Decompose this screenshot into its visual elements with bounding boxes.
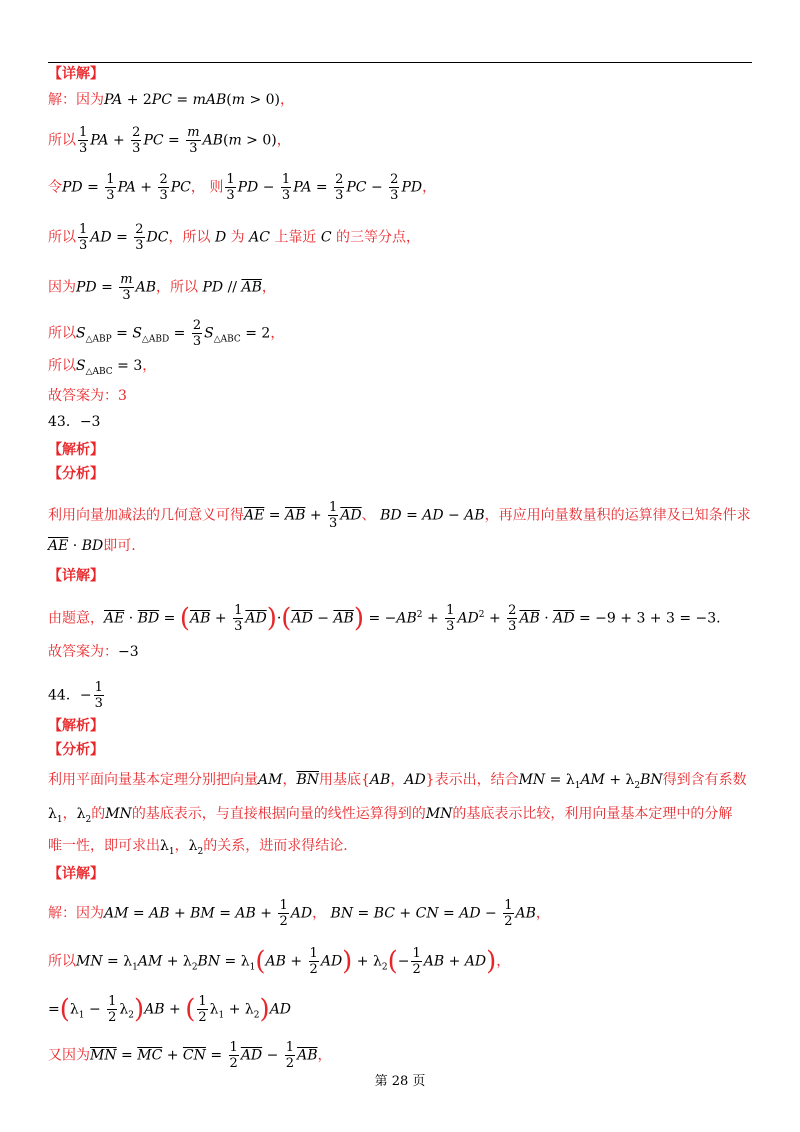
solution-line-6: 所以$S_{\triangle ABP} = S_{\triangle ABD}$ = $\frac{2}{3}$ $S_{\triangle ABC} = 2$， [48,318,285,349]
answer-43: 故答案为：−3 [48,644,139,660]
analysis-43-line-2: $\overline{AE}$ · BD即可. [48,538,136,554]
analyze-tag-44: 【分析】 [48,742,104,758]
detail-44-line-4: 又因为$\overline{MN} = \overline{MC} + \overline{CN}$ = $\frac{1}{2}$ $\overline{AD}$ − $\frac{1}{2}$ $\overline{AB}$， [48,1040,332,1071]
question-43-number: 43．−3 [48,414,101,430]
solution-line-1: 解：因为PA + 2PC = mAB(m > 0)， [48,92,295,108]
detail-44-line-2: 所以MN = $\lambda_1AM + \lambda_2BN = \lambda_1(AB$ + $\frac{1}{2}$ $AD) + \lambda_2(-$ $\frac{1}{2}$ AB + AD)， [48,946,511,977]
detail-43-line-1: 由题意，$\overline{AE} \cdot \overline{BD} = (\overline{AB}$ + $\frac{1}{3}$ $\overline{AD})\cdot(\overline{AD} - \overline{AB}) = -AB^2$ + $\frac{1}{3}$ $AD^2$ + $\frac{2}{3}$ $\overline{AB} \cdot \overline{AD} = -9 + 3 + 3 = -3$. [48,603,721,634]
solution-line-2: 所以 $\frac{1}{3}$ PA + $\frac{2}{3}$ PC = $\frac{m}{3}$ AB(m > 0)， [48,125,291,156]
detail-tag-44: 【详解】 [48,866,104,882]
top-rule [48,62,752,63]
solution-line-4: 所以 $\frac{1}{3}$ AD = $\frac{2}{3}$ DC，所以 D 为 AC 上靠近 C 的三等分点， [48,222,420,253]
question-44-number: 44．− $\frac{1}{3}$ [48,680,103,711]
analyze-tag-43: 【分析】 [48,466,104,482]
detail-tag-43: 【详解】 [48,568,104,584]
analysis-44-line-2: $\lambda_1$，$\lambda_2$的MN的基底表示，与直接根据向量的线性运算得到的MN的基底表示比较，利用向量基本定理中的分解 [48,806,733,825]
solution-line-7: 所以$S_{\triangle ABC} = 3$， [48,358,157,377]
solution-line-3: 令PD = $\frac{1}{3}$ PA + $\frac{2}{3}$ PC， 则 $\frac{1}{3}$ PD − $\frac{1}{3}$ PA = $\frac{2}{3}$ PC − $\frac{2}{3}$ PD， [48,172,437,203]
detail-tag: 【详解】 [48,66,104,82]
page-number: 第 28 页 [374,1074,426,1089]
analysis-43-line-1: 利用向量加减法的几何意义可得$\overline{AE} = \overline{AB}$ + $\frac{1}{3}$ $\overline{AD}$、 BD = AD − AB，再应用向量数量积的运算律及已知条件求 [48,500,751,531]
analysis-44-line-3: 唯一性，即可求出$\lambda_1$，$\lambda_2$的关系，进而求得结论. [48,838,348,857]
answer-42: 故答案为：3 [48,388,127,404]
analysis-tag-44: 【解析】 [48,718,104,734]
detail-44-line-1: 解：因为AM = AB + BM = AB + $\frac{1}{2}$ AD， BN = BC + CN = AD − $\frac{1}{2}$ AB， [48,898,550,929]
analysis-tag-43: 【解析】 [48,442,104,458]
solution-line-5: 因为PD = $\frac{m}{3}$ AB，所以 PD // $\overline{AB}$， [48,272,276,303]
analysis-44-line-1: 利用平面向量基本定理分别把向量AM，$\overline{BN}$用基底{AB，AD}表示出，结合MN = $\lambda_1AM + \lambda_2BN$得到含有系数 [48,772,747,791]
detail-44-line-3: $=(\lambda_1$ − $\frac{1}{2}$ $\lambda_2)AB$ + ( $\frac{1}{2}$ $\lambda_1 + \lambda_2)AD$ [48,994,292,1025]
